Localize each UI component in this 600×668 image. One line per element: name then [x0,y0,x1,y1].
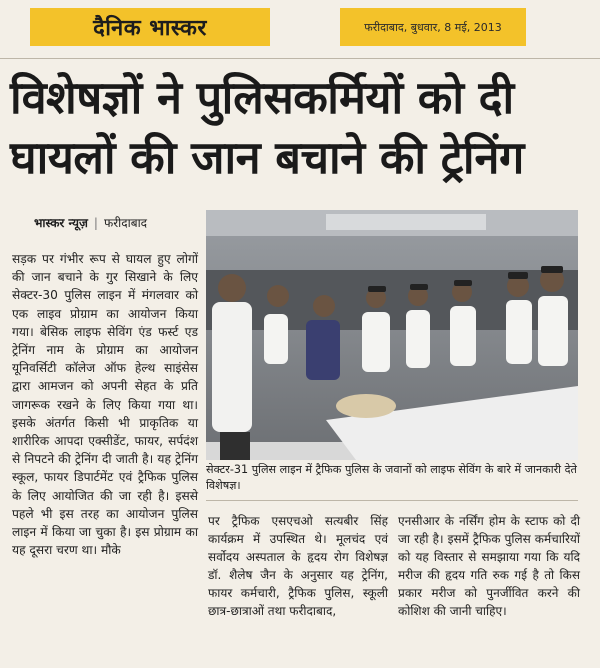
masthead-title: दैनिक भास्कर [93,16,207,41]
column-1-text: सड़क पर गंभीर रूप से घायल हुए लोगों की जान बचाने के गुर सिखाने के लिए सेक्टर-30 पुलिस लाइन में मंगलवार को एक लाइव प्रोग्राम का आयोजन किया गया। बेसिक लाइफ सेविंग एंड फर्स्ट एड ट्रेनिंग नाम के प्रोग्राम का आयोजन यूनिवर्सिटी कॉलेज ऑफ हेल्थ साइंसेस द्वारा आमजन को अपनी सेहत के प्रति जागरूक रखने के लिए किया गया था। इसके अंतर्गत किसी भी प्राकृतिक या शारीरिक आपदा एक्सीडेंट, फायर, सर्पदंश से निपटने की ट्रेनिंग दी जाती है। यह ट्रेनिंग स्कूल, फायर डिपार्टमेंट एवं ट्रैफिक पुलिस के लिए आयोजित की जा रही है। इससे पहले भी इस तरह का आयोजन पुलिस लाइन में किया जा चुका है। इस प्रोग्राम का यह दूसरा चरण था। मौके [12,252,198,558]
headline-line-2: घायलों की जान बचाने की ट्रेनिंग [10,131,524,184]
article-headline [10,68,594,188]
headline-line-1: विशेषज्ञों ने पुलिसकर्मियों को दी [10,71,514,124]
article-column-2 [208,512,388,620]
byline [34,214,147,231]
column-3-text: एनसीआर के नर्सिंग होम के स्टाफ को दी जा रही है। इसमें ट्रैफिक पुलिस कर्मचारियों को यह विस्तार से समझाया गया कि यदि मरीज की हृदय गति रुक गई है तो किस प्रकार मरीज को पुनर्जीवित करने की कोशिश की जानी चाहिए। [398,514,580,618]
byline-source: भास्कर न्यूज़ [34,216,88,230]
masthead [30,8,270,46]
training-scene-image [206,210,578,460]
article-photo [206,210,578,460]
dateline: फरीदाबाद, बुधवार, 8 मई, 2013 [340,8,526,46]
header-divider [0,58,600,59]
article-column-3 [398,512,580,620]
article-column-1 [12,250,198,559]
byline-city: फरीदाबाद [103,216,148,230]
caption-divider [206,500,578,501]
column-2-text: पर ट्रैफिक एसएचओ सत्यबीर सिंह कार्यक्रम में उपस्थित थे। मूलचंद एवं सर्वोदय अस्पताल के हृदय रोग विशेषज्ञ डॉ. शैलेष जैन के अनुसार यह ट्रेनिंग, फायर कर्मचारी, ट्रैफिक पुलिस, स्कूली छात्र-छात्राओं तथा फरीदाबाद, [208,514,388,618]
photo-caption: सेक्टर-31 पुलिस लाइन में ट्रैफिक पुलिस के जवानों को लाइफ सेविंग के बारे में जानकारी देते विशेषज्ञ। [206,463,577,492]
byline-separator: | [93,215,98,230]
